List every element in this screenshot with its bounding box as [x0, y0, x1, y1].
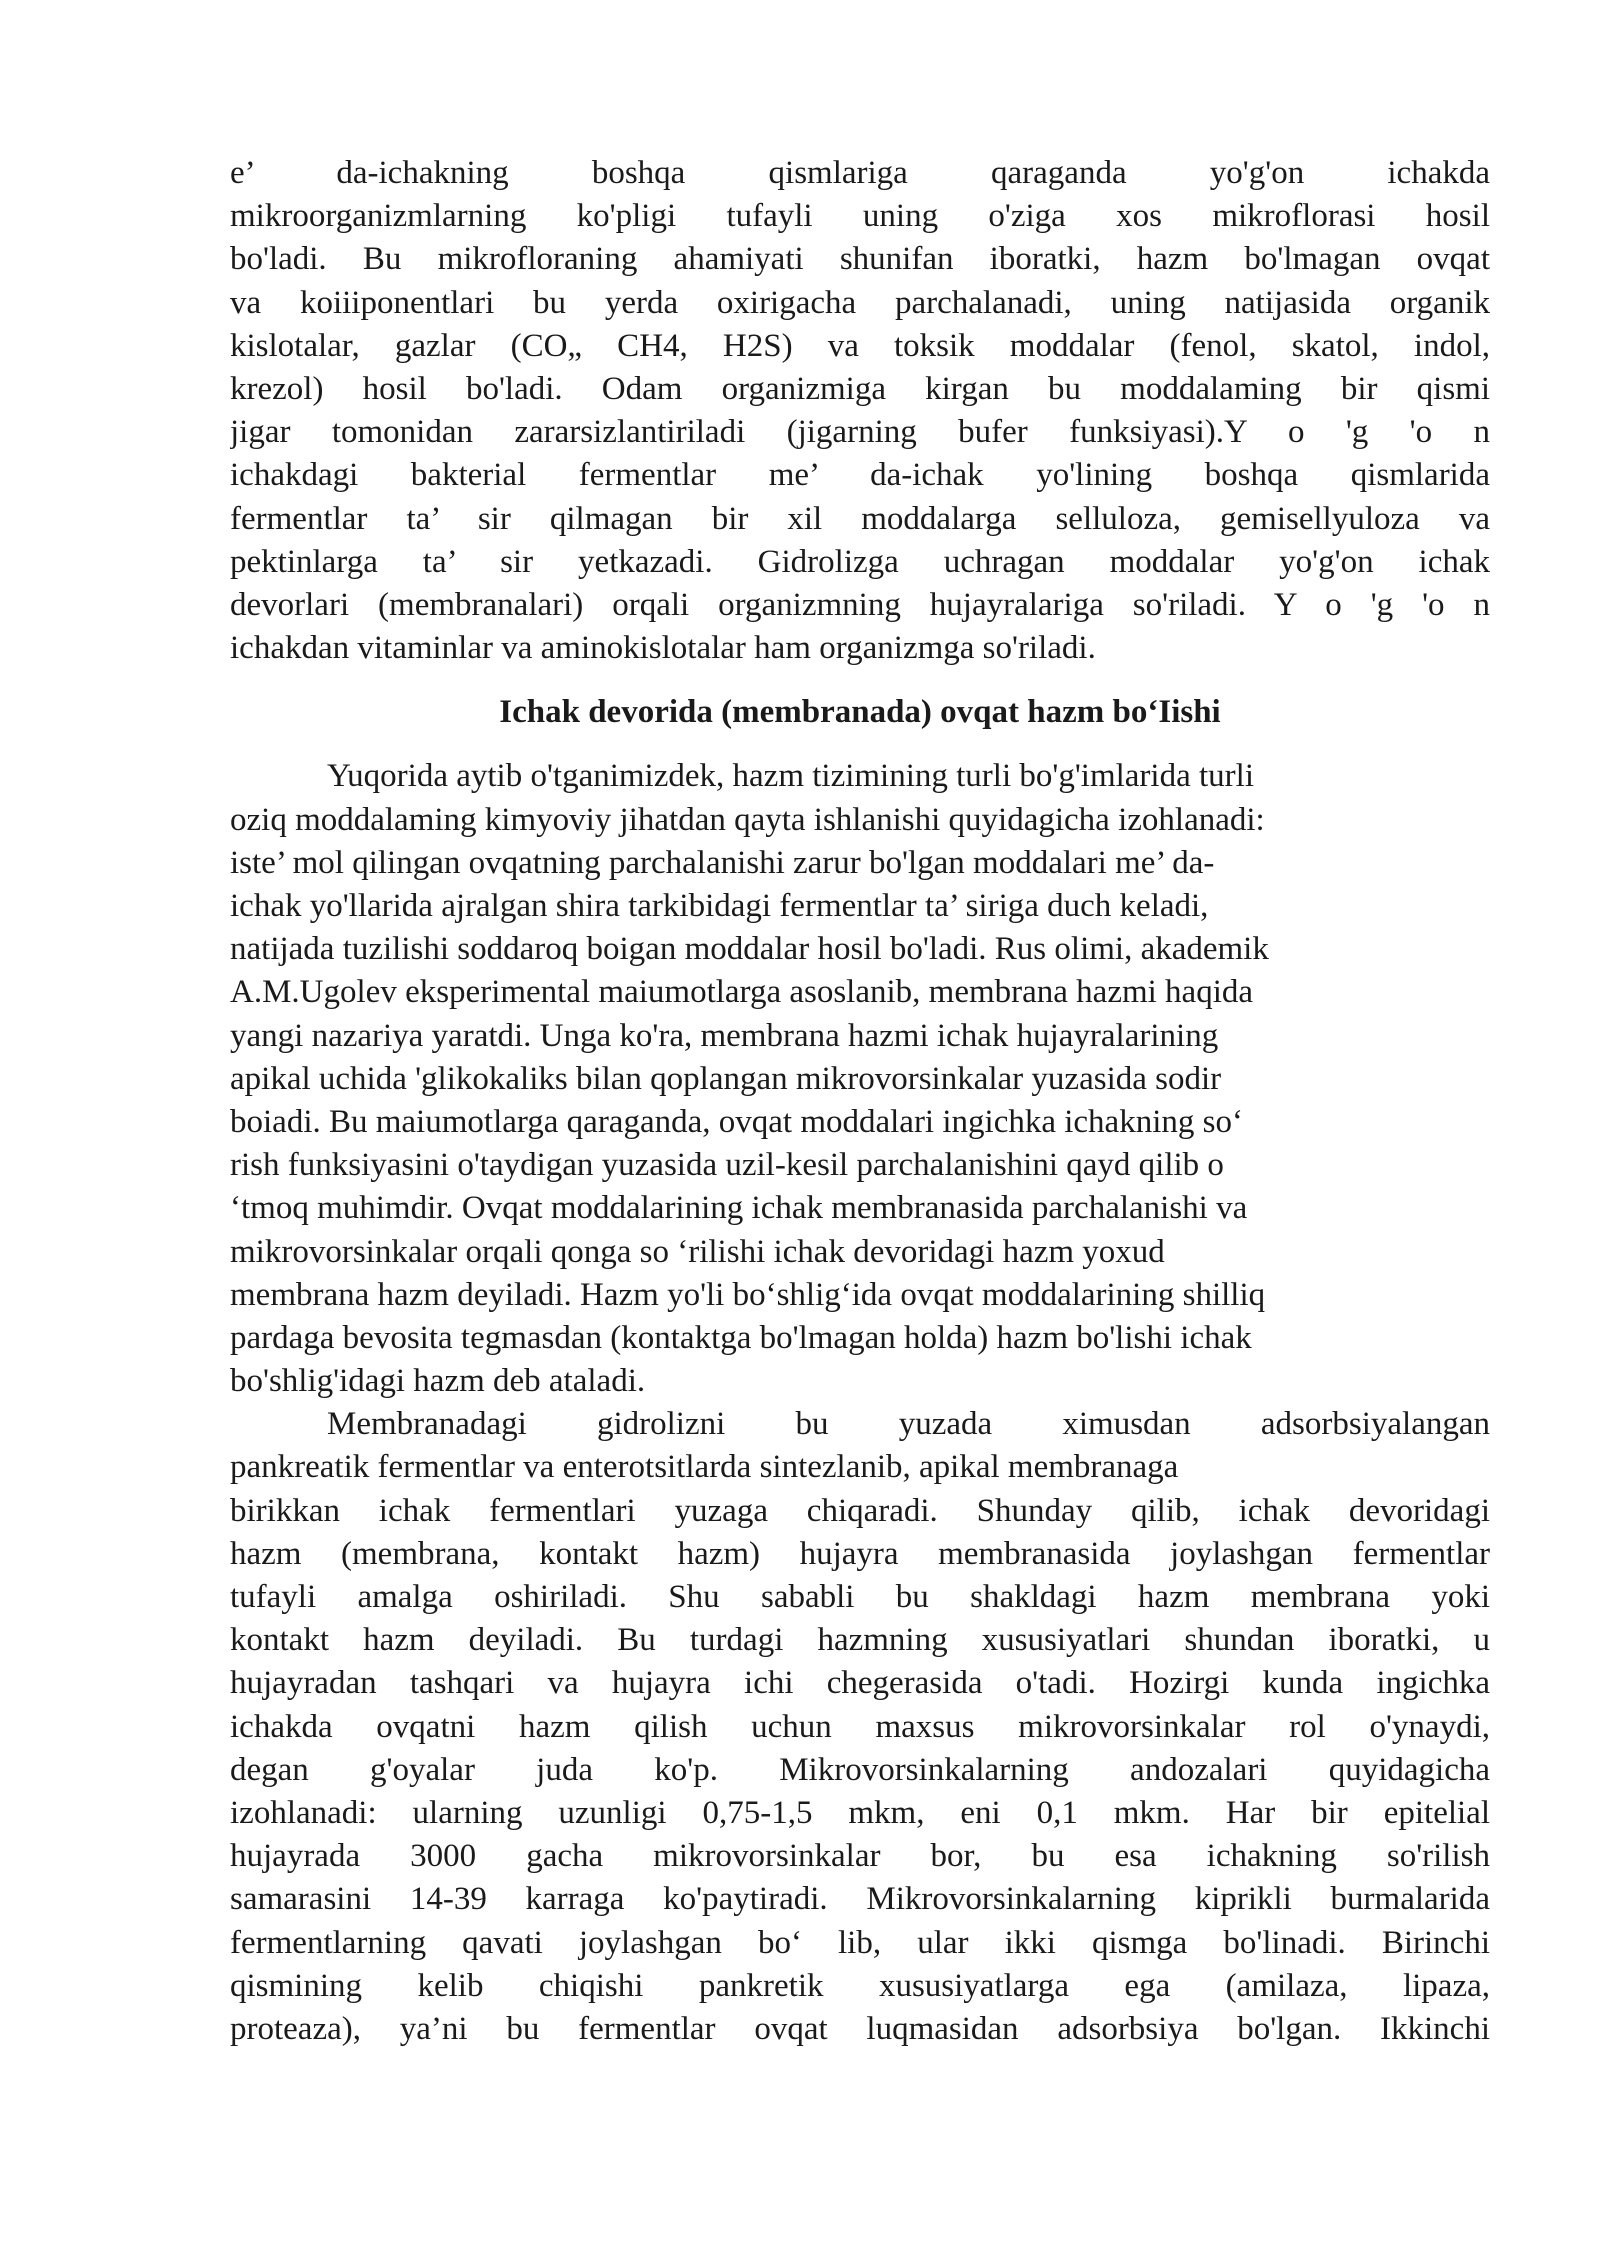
text-line: Yuqorida aytib o'tganimizdek, hazm tizimining turli bo'g'imlarida turli: [327, 758, 1254, 795]
paragraph-large-intestine: [230, 152, 1490, 670]
text-line: devorlari (membranalari) orqali organizmning hujayralariga so'riladi. Y o 'g 'o n: [230, 586, 1490, 623]
text-line: bo'shlig'idagi hazm deb ataladi.: [230, 1363, 646, 1400]
text-line: pardaga bevosita tegmasdan (kontaktga bo'lmagan holda) hazm bo'lishi ichak: [230, 1319, 1252, 1356]
text-line: qismining kelib chiqishi pankretik xususiyatlarga ega (amilaza, lipaza,: [230, 1967, 1490, 2004]
text-line: tufayli amalga oshiriladi. Shu sababli bu shakldagi hazm membrana yoki: [230, 1579, 1490, 1615]
text-line: e’ da-ichakning boshqa qismlariga qaraganda yo'g'on ichakda: [230, 155, 1490, 191]
text-line: degan g'oyalar juda ko'p. Mikrovorsinkalarning andozalari quyidagicha: [230, 1751, 1490, 1788]
text-line: kislotalar, gazlar (CO„ CH4, H2S) va toksik moddalar (fenol, skatol, indol,: [230, 327, 1490, 364]
paragraph-membrane-hydrolysis: [230, 1403, 1490, 2051]
text-line: ‘tmoq muhimdir. Ovqat moddalarining ichak membranasida parchalanishi va: [230, 1190, 1248, 1227]
text-line: pankreatik fermentlar va enterotsitlarda sintezlanib, apikal membranaga: [230, 1449, 1179, 1486]
text-line: jigar tomonidan zararsizlantiriladi (jigarning bufer funksiyasi).Y o 'g 'o n: [230, 414, 1490, 451]
text-line: krezol) hosil bo'ladi. Odam organizmiga kirgan bu moddalaming bir qismi: [230, 370, 1490, 407]
text-line: rish funksiyasini o'taydigan yuzasida uzil-kesil parchalanishini qayd qilib o: [230, 1147, 1224, 1184]
text-line: mikrovorsinkalar orqali qonga so ‘rilishi ichak devoridagi hazm yoxud: [230, 1233, 1165, 1270]
text-line: yangi nazariya yaratdi. Unga ko'ra, membrana hazmi ichak hujayralarining: [230, 1017, 1219, 1054]
text-line: iste’ mol qilingan ovqatning parchalanishi zarur bo'lgan moddalari me’ da-: [230, 844, 1215, 881]
text-line: fermentlarning qavati joylashgan bo‘ lib, ular ikki qismga bo'linadi. Birinchi: [230, 1924, 1490, 1961]
text-line: va koiiiponentlari bu yerda oxirigacha parchalanadi, uning natijasida organik: [230, 284, 1490, 321]
text-line: pektinlarga ta’ sir yetkazadi. Gidrolizga uchragan moddalar yo'g'on ichak: [230, 543, 1490, 580]
text-line: A.M.Ugolev eksperimental maiumotlarga asoslanib, membrana hazmi haqida: [230, 974, 1254, 1011]
text-line: bo'ladi. Bu mikrofloraning ahamiyati shunifan iboratki, hazm bo'lmagan ovqat: [230, 241, 1490, 278]
text-line: ichak yo'llarida ajralgan shira tarkibidagi fermentlar ta’ siriga duch keladi,: [230, 888, 1209, 924]
text-line: birikkan ichak fermentlari yuzaga chiqaradi. Shunday qilib, ichak devoridagi: [230, 1492, 1490, 1529]
text-line: izohlanadi: ularning uzunligi 0,75-1,5 mkm, eni 0,1 mkm. Har bir epitelial: [230, 1794, 1490, 1831]
text-line: mikroorganizmlarning ko'pligi tufayli uning o'ziga xos mikroflorasi hosil: [230, 198, 1490, 235]
text-line: Membranadagi gidrolizni bu yuzada ximusdan adsorbsiyalangan: [327, 1406, 1490, 1443]
text-line: hazm (membrana, kontakt hazm) hujayra membranasida joylashgan fermentlar: [230, 1535, 1490, 1572]
text-line: ichakdagi bakterial fermentlar me’ da-ichak yo'lining boshqa qismlarida: [230, 457, 1490, 494]
text-line: hujayradan tashqari va hujayra ichi chegerasida o'tadi. Hozirgi kunda ingichka: [230, 1665, 1490, 1702]
text-line: proteaza), ya’ni bu fermentlar ovqat luqmasidan adsorbsiya bo'lgan. Ikkinchi: [230, 2010, 1490, 2047]
text-line: ichakda ovqatni hazm qilish uchun maxsus mikrovorsinkalar rol o'ynaydi,: [230, 1708, 1490, 1745]
text-line: hujayrada 3000 gacha mikrovorsinkalar bor, bu esa ichakning so'rilish: [230, 1838, 1490, 1875]
text-line: kontakt hazm deyiladi. Bu turdagi hazmning xususiyatlari shundan iboratki, u: [230, 1622, 1490, 1659]
document-page: [230, 152, 1490, 2051]
text-line: oziq moddalaming kimyoviy jihatdan qayta ishlanishi quyidagicha izohlanadi:: [230, 801, 1265, 838]
text-line: fermentlar ta’ sir qilmagan bir xil moddalarga selluloza, gemisellyuloza va: [230, 500, 1490, 537]
text-line: membrana hazm deyiladi. Hazm yo'li bo‘shlig‘ida ovqat moddalarining shilliq: [230, 1276, 1266, 1313]
text-line: apikal uchida 'glikokaliks bilan qoplangan mikrovorsinkalar yuzasida sodir: [230, 1060, 1222, 1097]
section-heading: Ichak devorida (membranada) ovqat hazm bo‘Iishi: [499, 694, 1221, 731]
text-line: boiadi. Bu maiumotlarga qaraganda, ovqat moddalari ingichka ichakning so‘: [230, 1103, 1243, 1140]
paragraph-membrane-digestion: [230, 755, 1490, 1403]
text-line: ichakdan vitaminlar va aminokislotalar ham organizmga so'riladi.: [230, 630, 1096, 667]
text-line: samarasini 14-39 karraga ko'paytiradi. Mikrovorsinkalarning kiprikli burmalarida: [230, 1881, 1490, 1918]
text-line: natijada tuzilishi soddaroq boigan moddalar hosil bo'ladi. Rus olimi, akademik: [230, 931, 1269, 968]
